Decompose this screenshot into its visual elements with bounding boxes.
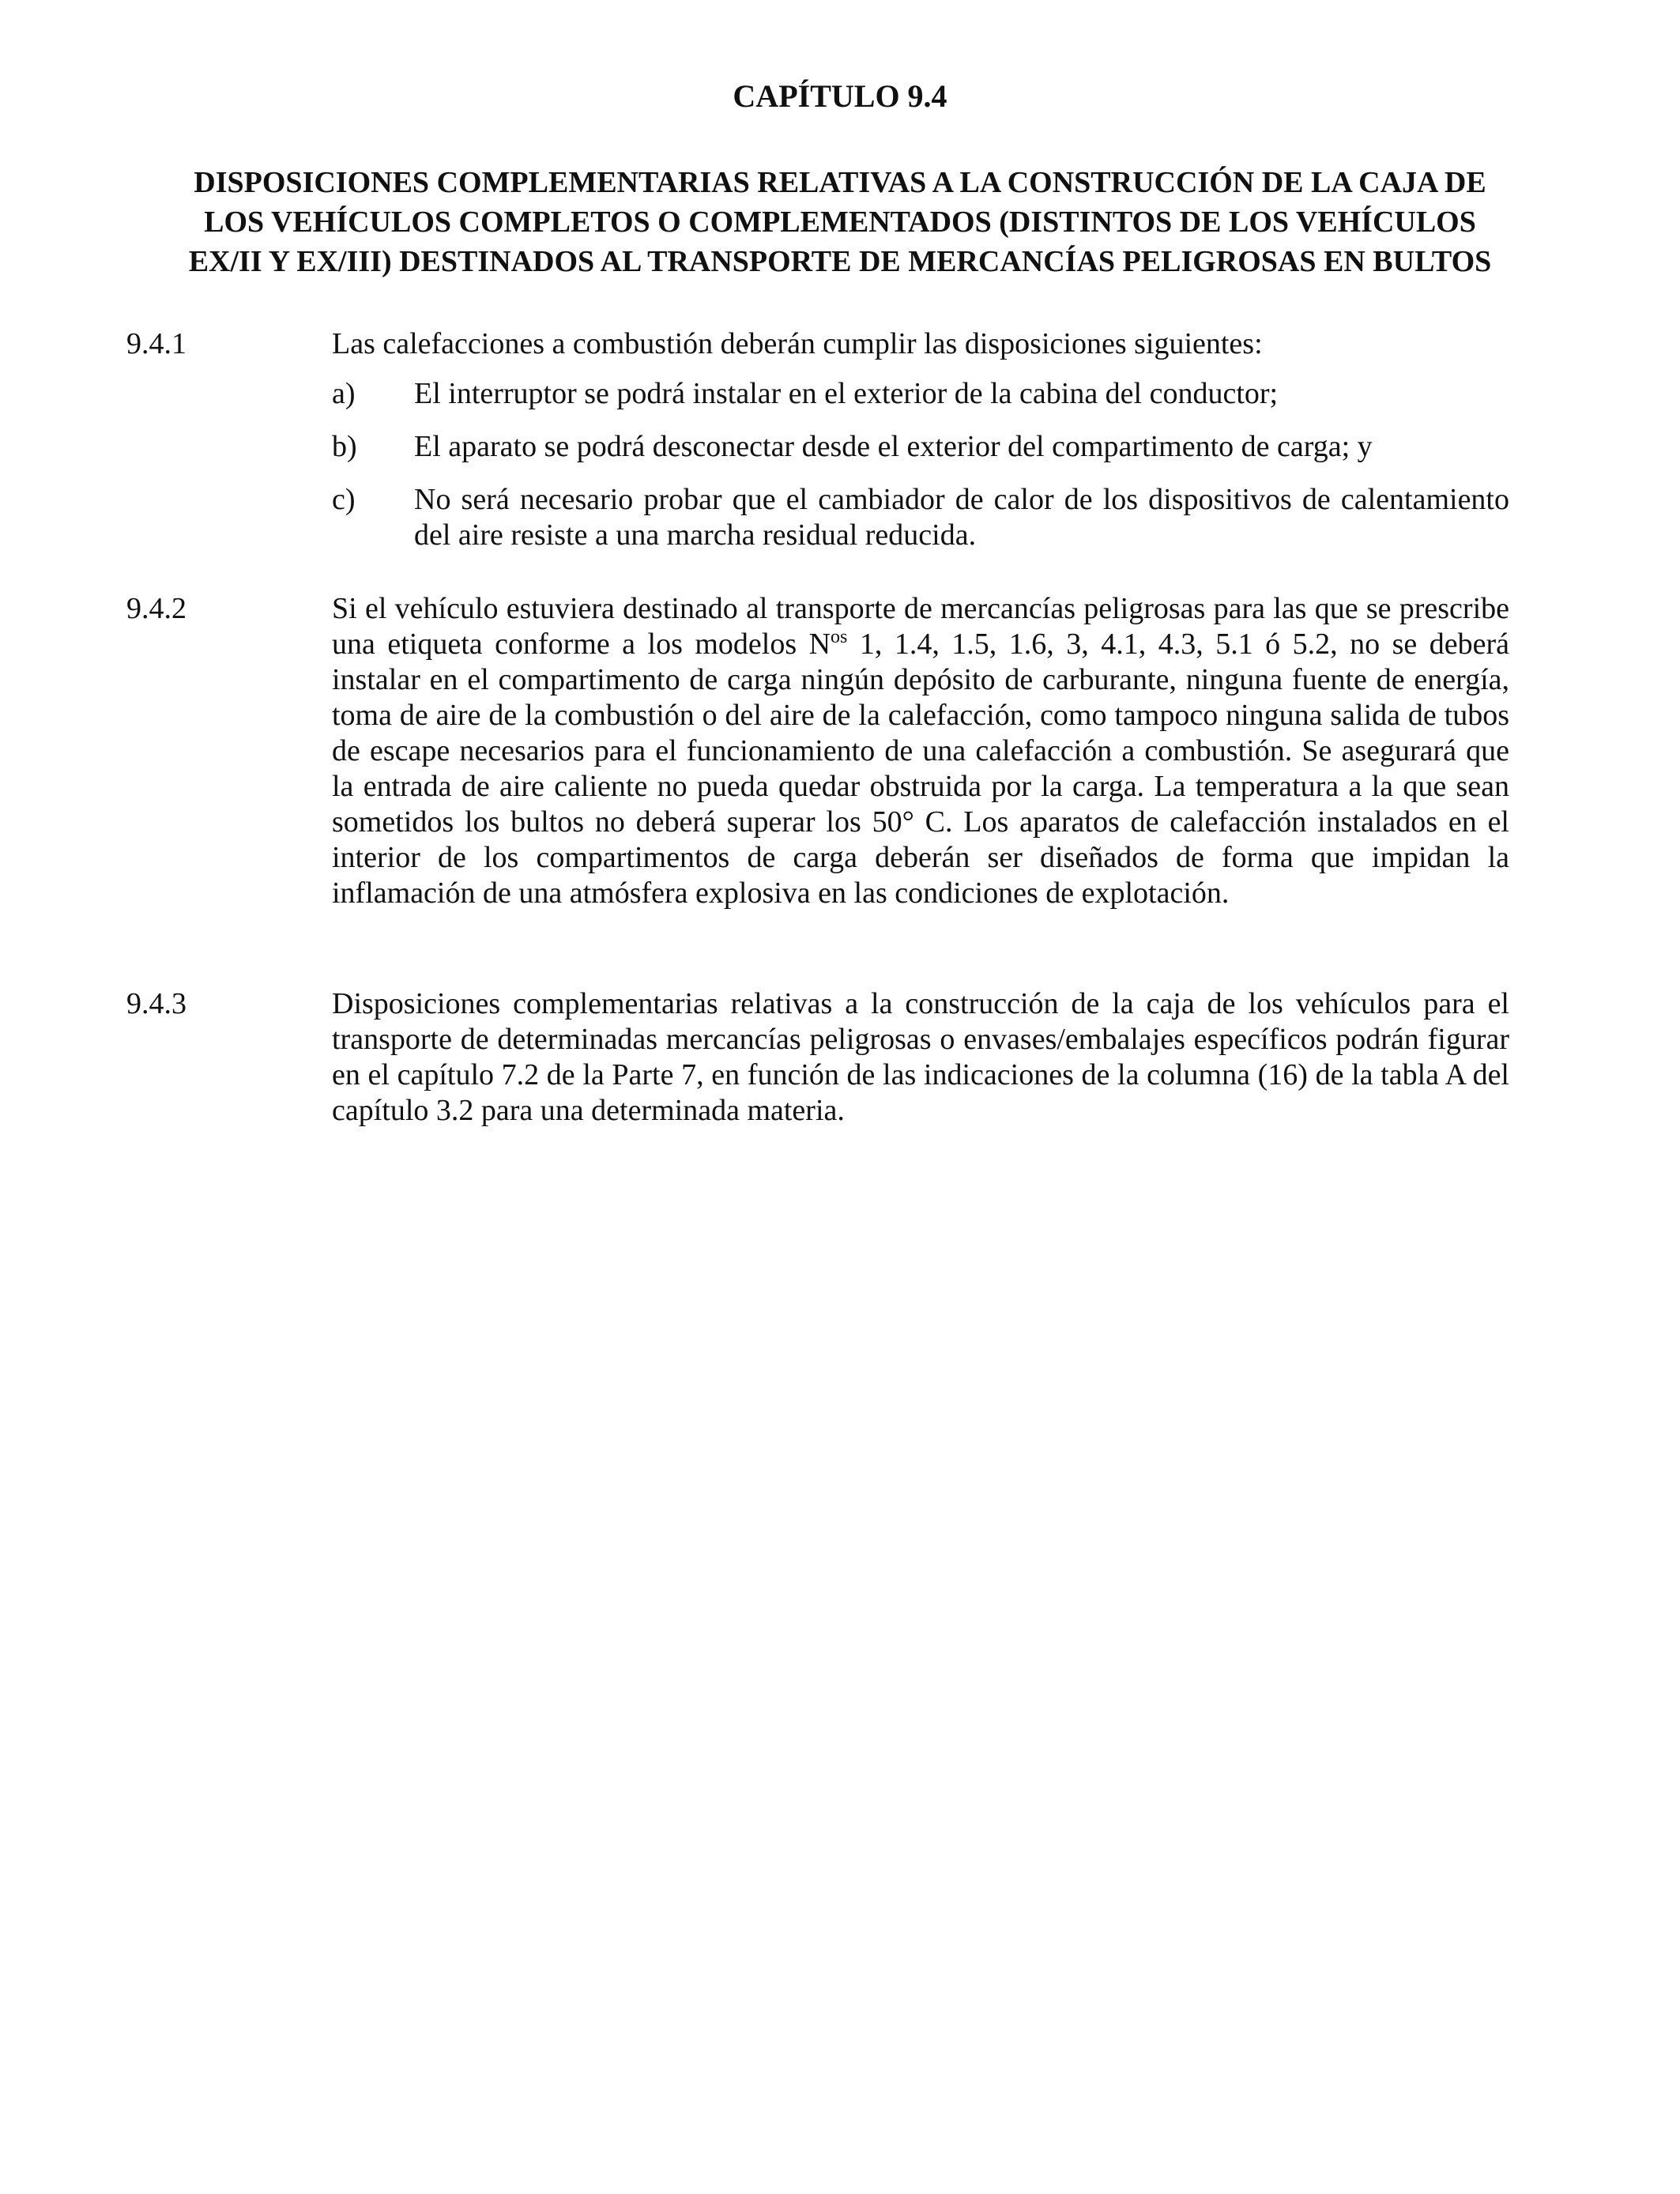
list-item-a <box>332 376 1509 412</box>
clause-9-4-2 <box>126 591 1509 911</box>
clause-body <box>332 326 1509 553</box>
clause-paragraph: Disposiciones complementarias relativas a la construcción de la caja de los vehículos para el transporte de determinadas mercancías peligrosas o envases/embalajes específicos podrán figurar en el capítulo 7.2 de la Parte 7, en función de las indicaciones de la columna (16) de la tabla A del capítulo 3.2 para una determinada materia. <box>332 987 1509 1127</box>
item-list <box>332 376 1509 553</box>
item-text: El aparato se podrá desconectar desde el exterior del compartimento de carga; y <box>414 430 1373 463</box>
list-item-b <box>332 429 1509 465</box>
item-label: b) <box>332 430 357 463</box>
section-title <box>126 163 1554 281</box>
item-text: El interruptor se podrá instalar en el exterior de la cabina del conductor; <box>414 377 1279 410</box>
clause-body <box>332 591 1509 911</box>
section-title-line-3: EX/II Y EX/III) DESTINADOS AL TRANSPORTE DE MERCANCÍAS PELIGROSAS EN BULTOS <box>188 245 1492 278</box>
clause-intro: Las calefacciones a combustión deberán cumplir las disposiciones siguientes: <box>332 327 1263 360</box>
section-title-line-1: DISPOSICIONES COMPLEMENTARIAS RELATIVAS A LA CONSTRUCCIÓN DE LA CAJA DE <box>194 166 1486 199</box>
item-label: c) <box>332 483 356 516</box>
section-title-line-2: LOS VEHÍCULOS COMPLETOS O COMPLEMENTADOS (DISTINTOS DE LOS VEHÍCULOS <box>204 205 1476 239</box>
item-text: No será necesario probar que el cambiador de calor de los dispositivos de calentamiento del aire resiste a una marcha residual reducida. <box>414 483 1509 552</box>
clause-9-4-3 <box>126 986 1509 1129</box>
paragraph-text-start: Si el vehículo estuviera destinado al transporte de mercancías peligrosas para las que se prescribe una etiqueta conforme a los modelos N <box>332 592 1509 661</box>
clause-number: 9.4.2 <box>126 592 186 625</box>
chapter-title: CAPÍTULO 9.4 <box>733 78 947 114</box>
clause-paragraph <box>332 591 1509 911</box>
list-item-c <box>332 482 1509 553</box>
paragraph-text-end: 1, 1.4, 1.5, 1.6, 3, 4.1, 4.3, 5.1 ó 5.2, no se deberá instalar en el compartimento de carga ningún depósito de carburante, ninguna fuente de energía, toma de aire de la combustión o del aire de la calefacción, como tampoco ninguna salida de tubos de escape necesarios para el funcionamiento de una calefacción a combustión. Se asegurará que la entrada de aire caliente no pueda quedar obstruida por la carga. La temperatura a la que sean sometidos los bultos no deberá superar los 50° C. Los aparatos de calefacción instalados en el interior de los compartimentos de carga deberán ser diseñados de forma que impidan la inflamación de una atmósfera explosiva en las condiciones de explotación. <box>332 628 1509 910</box>
clause-number: 9.4.3 <box>126 987 186 1020</box>
clause-number: 9.4.1 <box>126 327 186 360</box>
clause-9-4-1 <box>126 326 1509 571</box>
clause-body <box>332 986 1509 1129</box>
superscript-os: os <box>831 627 848 647</box>
item-label: a) <box>332 377 356 410</box>
